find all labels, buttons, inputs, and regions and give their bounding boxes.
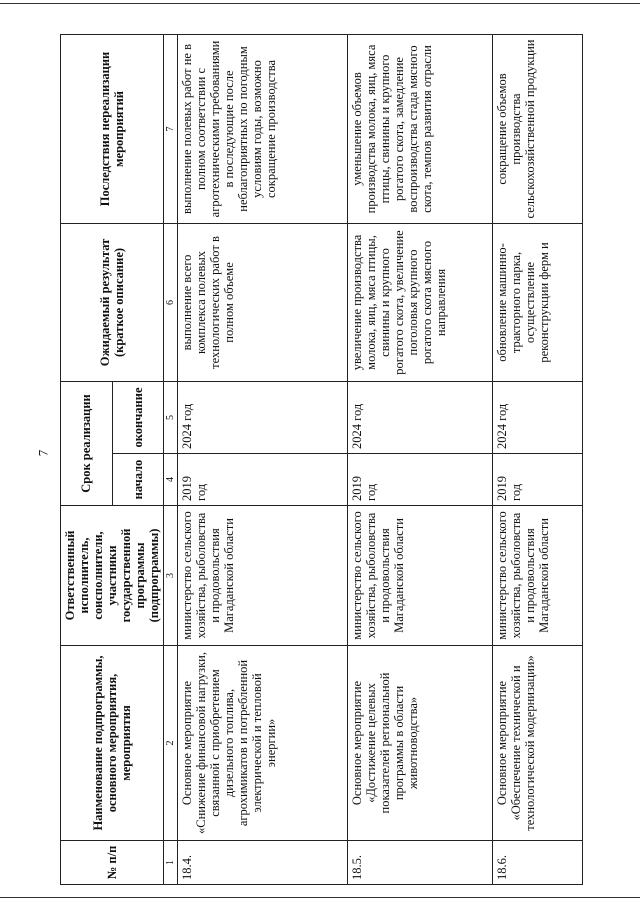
- end-year: 2024 год: [348, 381, 493, 453]
- executor: министерство сельского хозяйства, рыболовства и продовольствия Магаданской области: [493, 506, 583, 646]
- bottom-edge-rule: [0, 897, 640, 898]
- header-start: начало: [112, 454, 164, 506]
- expected-result: обновление машинно-тракторного парка, осуществление реконструкции ферм и: [493, 223, 583, 381]
- consequences: сокращение объемов производства сельскохозяйственной продукции: [493, 34, 583, 223]
- column-number: 1: [164, 841, 178, 885]
- column-number: 4: [164, 454, 178, 506]
- measures-table: [60, 34, 583, 885]
- column-number: 3: [164, 506, 178, 646]
- row-number: 18.4.: [178, 841, 348, 885]
- row-number: 18.6.: [493, 841, 583, 885]
- column-number: 2: [164, 646, 178, 841]
- table-row: [493, 34, 583, 884]
- measure-name: Основное мероприятие «Достижение целевых показателей региональной программы в области животноводства»: [348, 646, 493, 841]
- rotated-table-wrapper: [60, 35, 630, 885]
- header-consequences: Последствия нереализации мероприятий: [61, 34, 164, 223]
- header-row: [61, 34, 113, 884]
- header-number: № п/п: [61, 841, 164, 885]
- header-executor: Ответственный исполнитель, соисполнители, участники государственной программы (подпрограммы): [61, 506, 164, 646]
- start-year: 2019 год: [178, 454, 348, 506]
- end-year: 2024 год: [493, 381, 583, 453]
- measure-name: Основное мероприятие «Снижение финансовой нагрузки, связанной с приобретением дизельного топлива, агрохимикатов и потребленной электрической и тепловой энергии»: [178, 646, 348, 841]
- column-number-row: [164, 34, 178, 884]
- header-result: Ожидаемый результат (краткое описание): [61, 223, 164, 381]
- header-end: окончание: [112, 381, 164, 453]
- expected-result: выполнение всего комплекса полевых технологических работ в полном объеме: [178, 223, 348, 381]
- header-term: Срок реализации: [61, 381, 113, 505]
- end-year: 2024 год: [178, 381, 348, 453]
- start-year: 2019 год: [493, 454, 583, 506]
- table-row: [178, 34, 348, 884]
- consequences: уменьшение объемов производства молока, яиц, мяса птицы, свинины и крупного рогатого скота, замедление воспроизводства стада мясного скота, темпов развития отрасли: [348, 34, 493, 223]
- executor: министерство сельского хозяйства, рыболовства и продовольствия Магаданской области: [348, 506, 493, 646]
- column-number: 7: [164, 34, 178, 223]
- row-number: 18.5.: [348, 841, 493, 885]
- executor: министерство сельского хозяйства, рыболовства и продовольствия Магаданской области: [178, 506, 348, 646]
- expected-result: увеличение производства молока, яиц, мяса птицы, свинины и крупного рогатого скота, увеличение поголовья крупного рогатого скота мясного направления: [348, 223, 493, 381]
- column-number: 6: [164, 223, 178, 381]
- page-number: 7: [35, 449, 51, 457]
- start-year: 2019 год: [348, 454, 493, 506]
- measure-name: Основное мероприятие «Обеспечение технической и технологической модернизации»: [493, 646, 583, 841]
- table-row: [348, 34, 493, 884]
- header-name: Наименование подпрограммы, основного мероприятия, мероприятия: [61, 646, 164, 841]
- top-edge-rule: [0, 3, 640, 4]
- consequences: выполнение полевых работ не в полном соответствии с агротехническими требованиями в последующие после неблагоприятных по погодным условиям годы, возможно сокращение производства: [178, 34, 348, 223]
- column-number: 5: [164, 381, 178, 453]
